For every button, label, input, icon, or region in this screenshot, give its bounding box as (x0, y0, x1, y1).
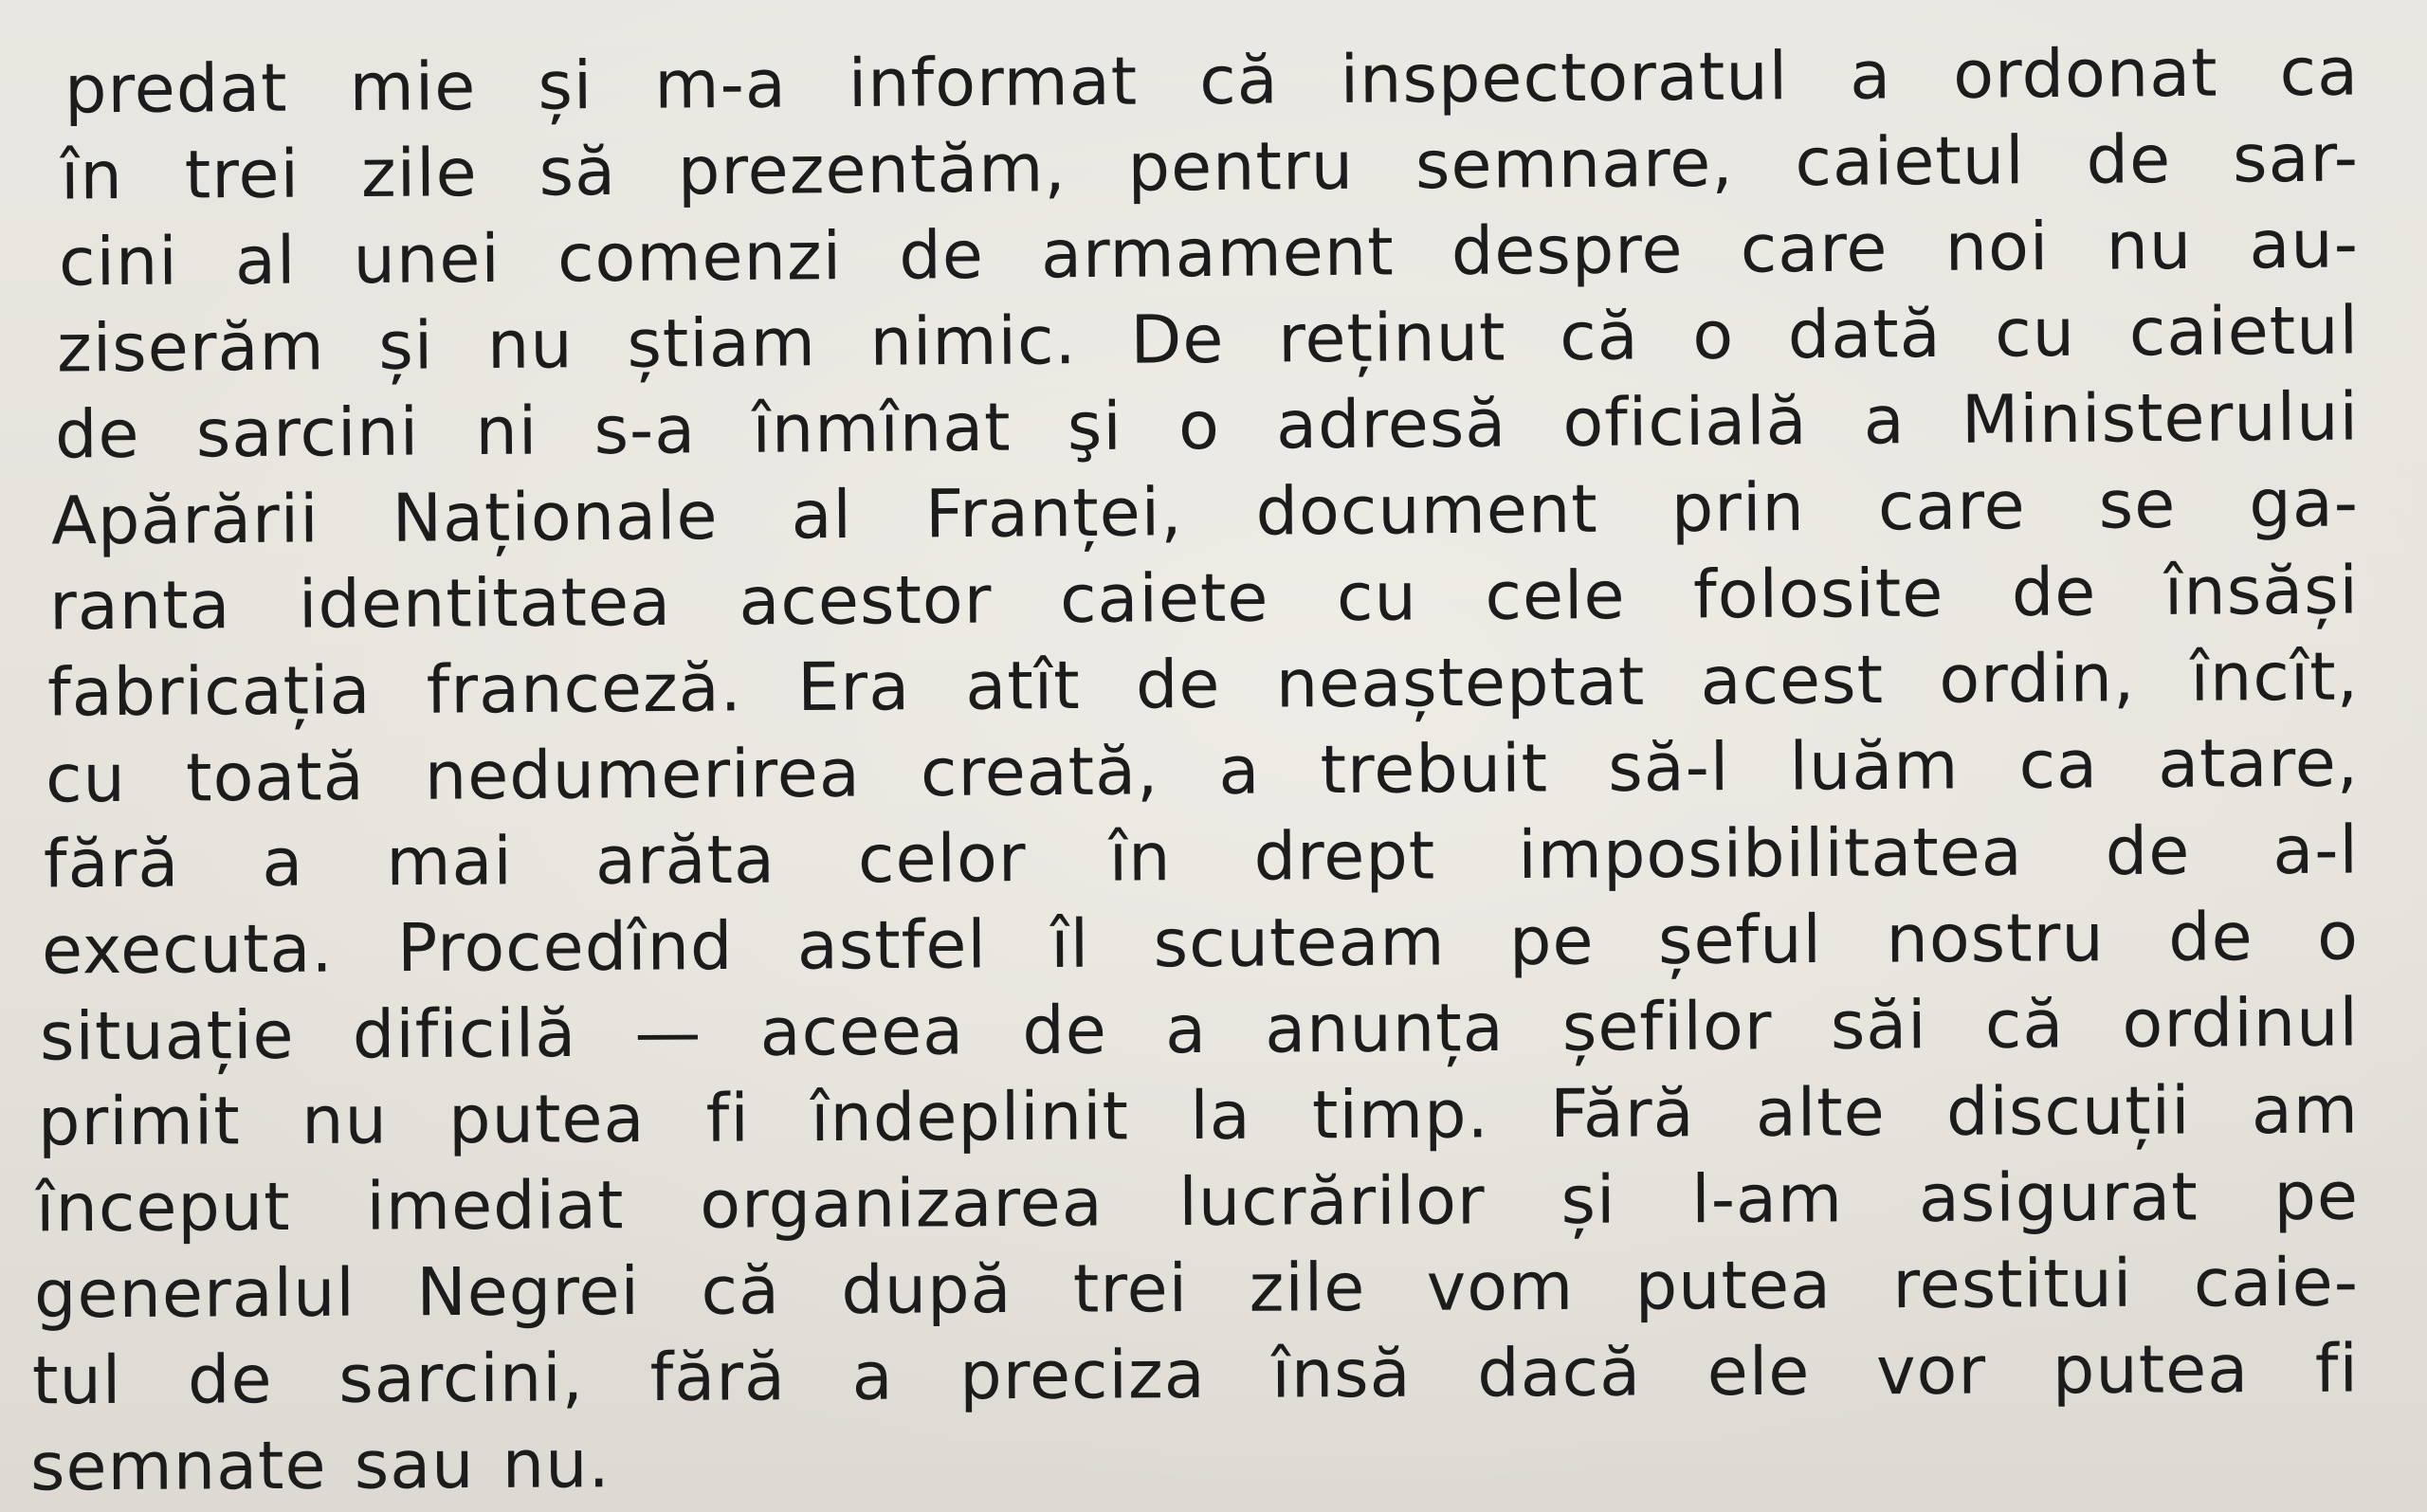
text-line: ziserăm și nu știam nimic. De reținut că o dată cu caietul (56, 291, 2360, 388)
text-line: executa. Procedînd astfel îl scuteam pe șeful nostru de o (41, 897, 2360, 990)
text-line: cini al unei comenzi de armament despre care noi nu au- (58, 205, 2360, 301)
paragraph (29, 32, 2360, 1506)
text-line: ranta identitatea acestor caiete cu cele folosite de însăși (48, 551, 2360, 646)
text-line: început imediat organizarea lucrărilor și l-am asigurat pe (35, 1157, 2360, 1248)
text-line: tul de sarcini, fără a preciza însă dacă ele vor putea fi (31, 1329, 2360, 1420)
text-line: în trei zile să prezentăm, pentru semnare, caietul de sar- (60, 118, 2360, 215)
text-line: fabricația franceză. Era atît de neașteptat acest ordin, încît, (46, 637, 2360, 732)
text-line: situație dificilă — aceea de a anunța șefilor săi că ordinul (39, 983, 2360, 1076)
text-line: fără a mai arăta celor în drept imposibilitatea de a-l (43, 811, 2360, 903)
text-line: primit nu putea fi îndeplinit la timp. Fără alte discuții am (37, 1070, 2360, 1161)
text-line: generalul Negrei că după trei zile vom putea restitui caie- (33, 1243, 2360, 1334)
text-line: cu toată nedumerirea creată, a trebuit să-l luăm ca atare, (45, 723, 2360, 818)
text-line: de sarcini ni s-a înmînat şi o adresă oficială a Ministerului (54, 377, 2360, 474)
text-line: predat mie și m-a informat că inspectoratul a ordonat ca (64, 32, 2360, 129)
text-line: Apărării Naționale al Franței, document prin care se ga- (50, 464, 2360, 560)
text-line: semnate sau nu. (29, 1425, 611, 1506)
